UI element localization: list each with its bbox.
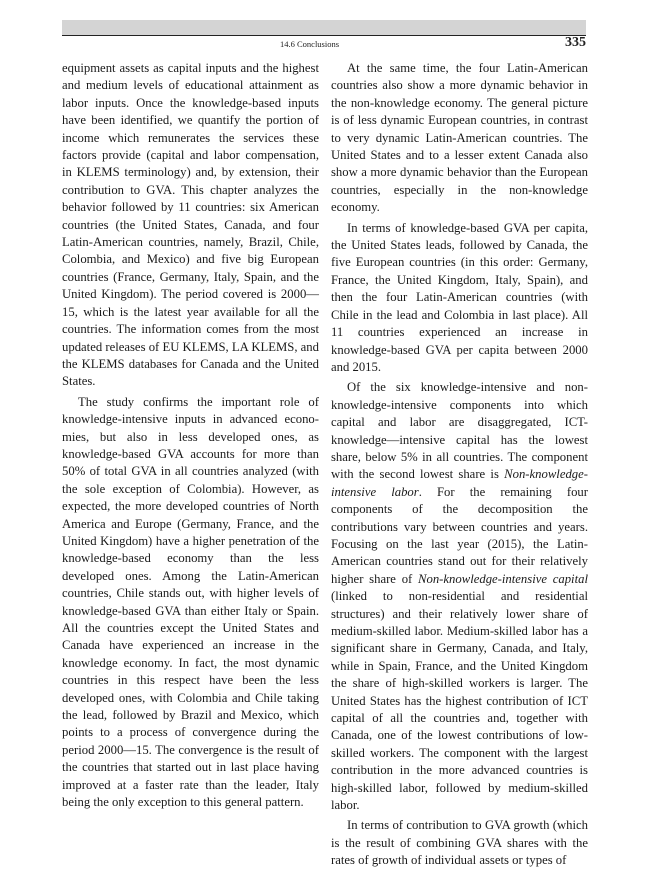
- paragraph: In terms of contribution to GVA growth (which is the result of combining GVA shares with the rates of growth of individual assets or types of: [331, 818, 588, 868]
- paragraph: equipment assets as capital inputs and the highest and medium levels of educational attainment as labor inputs. Once the knowledge-based inputs have been identified, we quantify the portion of income which remunerates the services these factors provide (capital and labor compensation, in KLEMS terminology) and, by extension, their contribution to GVA. This chapter analyzes the behavior followed by 11 countries: six American countries (the United States, Canada, and four Latin-American countries, namely, Brazil, Chile, Colombia, and Mexico) and five big European countries (France, Germany, Italy, Spain, and the United Kingdom). The period covered is 2000—15, which is the latest year available for all the countries. The information comes from the most updated releases of EU KLEMS, LA KLEMS, and the KLEMS databases for Canada and the United States.: [62, 61, 319, 389]
- text-run: Of the six knowledge-intensive and non-knowledge-intensive components into which capital and labor are disaggregated, ICT-knowledge—intensive capital has the lowest share, below 5% in all countries. The component with the second lowest share is: [331, 380, 588, 482]
- text-run: (linked to non-residential and residential structures) and their relatively lower share of medium-skilled labor. Medium-skilled labor has a significant share in Germany, Canada, and Italy, while in Spain, France, and the United Kingdom the share of high-skilled workers is larger. The United States has the highest contribution of ICT capital of all the countries and, together with Canada, one of the lowest contributions of low-skilled workers. The component with the largest contribution in the more advanced countries is high-skilled labor, followed by medium-skilled labor.: [331, 589, 588, 813]
- paragraph: In terms of knowledge-based GVA per capita, the United States leads, followed by Canada, the five European countries (in this order: Germany, France, the United Kingdom, Italy, Spain), and then the four Latin-American countries (with Chile in the lead and Colombia in last place). All 11 countries experienced an increase in knowledge-based GVA per capita between 2000 and 2015.: [331, 220, 588, 374]
- paragraph: At the same time, the four Latin-American countries also show a more dynamic behavior in the non-knowledge economy. The general picture is of less dynamic European countries, in contrast to very dynamic Latin-American countries. The United States and to a lesser extent Canada also show a more dynamic behavior than the European countries, especially in the non-knowledge economy.: [331, 61, 588, 215]
- italic-term: Non-knowledge-intensive labor: [331, 467, 588, 499]
- right-column: [331, 60, 588, 870]
- header-rule: [62, 35, 586, 36]
- header-band: [62, 20, 586, 35]
- text-run: . For the remaining four components of the decomposition the contributions vary between countries and years. Focusing on the last year (2015), the Latin-American countries stand out for their relatively higher share of: [331, 484, 589, 586]
- italic-term: Non-knowledge-intensive capital: [418, 571, 588, 586]
- running-head: 14.6 Conclusions: [280, 39, 340, 49]
- page-number: 335: [565, 35, 586, 50]
- paragraph: [331, 379, 588, 814]
- paragraph: The study confirms the important role of knowledge-intensive inputs in advanced economies, but also in less developed ones, as knowledge-based GVA accounts for more than 50% of total GVA in all countries analyzed (with the sole exception of Colombia). However, as expected, the more developed countries of North America and Europe (Germany, France, and the United Kingdom) have a higher penetration of the knowledge-based economy than the less developed ones. Among the Latin-American countries, Chile stands out, with higher levels of knowledge-based GVA than either Italy or Spain. All the countries except the United States and Canada have experienced an increase in the knowledge economy. In fact, the most dynamic countries in this respect have been the less developed ones, with Colombia and Chile taking the lead, followed by Brazil and Mexico, which points to a process of convergence during the period 2000—15. The convergence is the result of the countries that started out in last place having improved at a faster rate than the leader, Italy being the only exception to this general pattern.: [62, 394, 319, 810]
- left-column: [62, 60, 319, 811]
